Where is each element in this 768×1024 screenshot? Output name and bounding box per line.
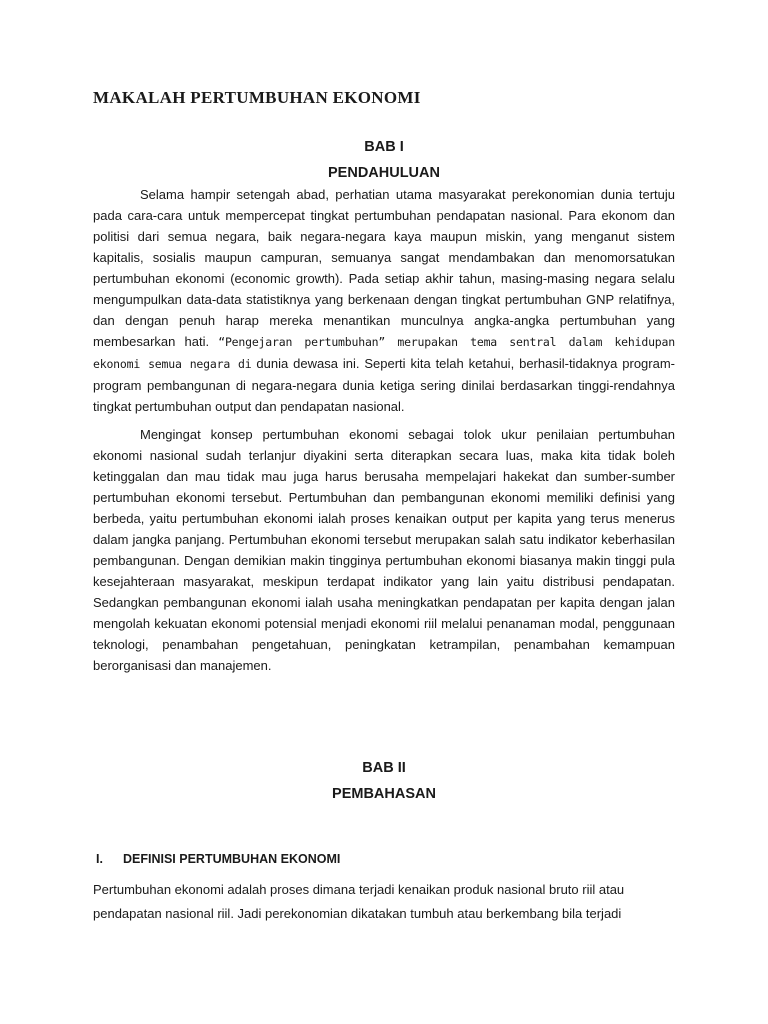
chapter-1-paragraph-1 bbox=[93, 184, 675, 417]
section-title: DEFINISI PERTUMBUHAN EKONOMI bbox=[123, 852, 341, 866]
paragraph-1-text-a: Selama hampir setengah abad, perhatian utama masyarakat perekonomian dunia tertuju pada cara-cara untuk mempercepat tingkat pertumbuhan pendapatan nasional. Para ekonom dan politisi dari semua negara, baik negara-negara kaya maupun miskin, yang menganut sistem kapitalis, sosialis maupun campuran, semuanya sangat mendambakan dan menomorsatukan pertumbuhan ekonomi (economic growth). Pada setiap akhir tahun, masing-masing negara selalu mengumpulkan data-data statistiknya yang berkenaan dengan tingkat pertumbuhan GNP relatifnya, dan dengan penuh harap mereka menantikan munculnya angka-angka pertumbuhan yang membesarkan hati. bbox=[93, 187, 675, 349]
chapter-1-heading: PENDAHULUAN bbox=[328, 165, 440, 181]
document-title: MAKALAH PERTUMBUHAN EKONOMI bbox=[93, 88, 421, 107]
section-line-2: pendapatan nasional riil. Jadi perekonomian dikatakan tumbuh atau berkembang bila terjadi bbox=[93, 906, 622, 921]
chapter-2-heading: PEMBAHASAN bbox=[332, 786, 436, 802]
chapter-1-paragraph-2: Mengingat konsep pertumbuhan ekonomi sebagai tolok ukur penilaian pertumbuhan ekonomi nasional sudah terlanjur diyakini serta diterapkan secara luas, maka kita tidak boleh ketinggalan dan mau tidak mau juga harus berusaha mempelajari hakekat dan sumber-sumber pertumbuhan ekonomi tersebut. Pertumbuhan dan pembangunan ekonomi memiliki definisi yang berbeda, yaitu pertumbuhan ekonomi ialah proses kenaikan output per kapita yang terus menerus dalam jangka panjang. Pertumbuhan ekonomi tersebut merupakan salah satu indikator keberhasilan pembangunan. Dengan demikian makin tingginya pertumbuhan ekonomi biasanya makin tinggi pula kesejahteraan masyarakat, meskipun terdapat indikator yang lain yaitu distribusi pendapatan. Sedangkan pembangunan ekonomi ialah usaha meningkatkan pendapatan per kapita dengan jalan mengolah kekuatan ekonomi potensial menjadi ekonomi riil melalui penanaman modal, penggunaan teknologi, penambahan pengetahuan, peningkatan ketrampilan, penambahan kemampuan berorganisasi dan manajemen. bbox=[93, 427, 675, 673]
paragraph-1-quote: “Pengejaran pertumbuhan” merupakan tema sentral dalam kehidupan ekonomi semua negara di bbox=[93, 335, 675, 371]
section-line-1: Pertumbuhan ekonomi adalah proses dimana terjadi kenaikan produk nasional bruto riil atau bbox=[93, 882, 625, 897]
section-number: I. bbox=[96, 852, 103, 866]
paragraph-1-text-b: dunia dewasa ini. Seperti kita telah ketahui, berhasil-tidaknya program-program pembangunan di negara-negara dunia ketiga sering dinilai berdasarkan tinggi-rendahnya tingkat pertumbuhan output dan pendapatan nasional. bbox=[93, 356, 675, 414]
chapter-2-number: BAB II bbox=[362, 760, 406, 776]
chapter-1-number: BAB I bbox=[364, 139, 404, 155]
section-heading bbox=[96, 852, 340, 866]
